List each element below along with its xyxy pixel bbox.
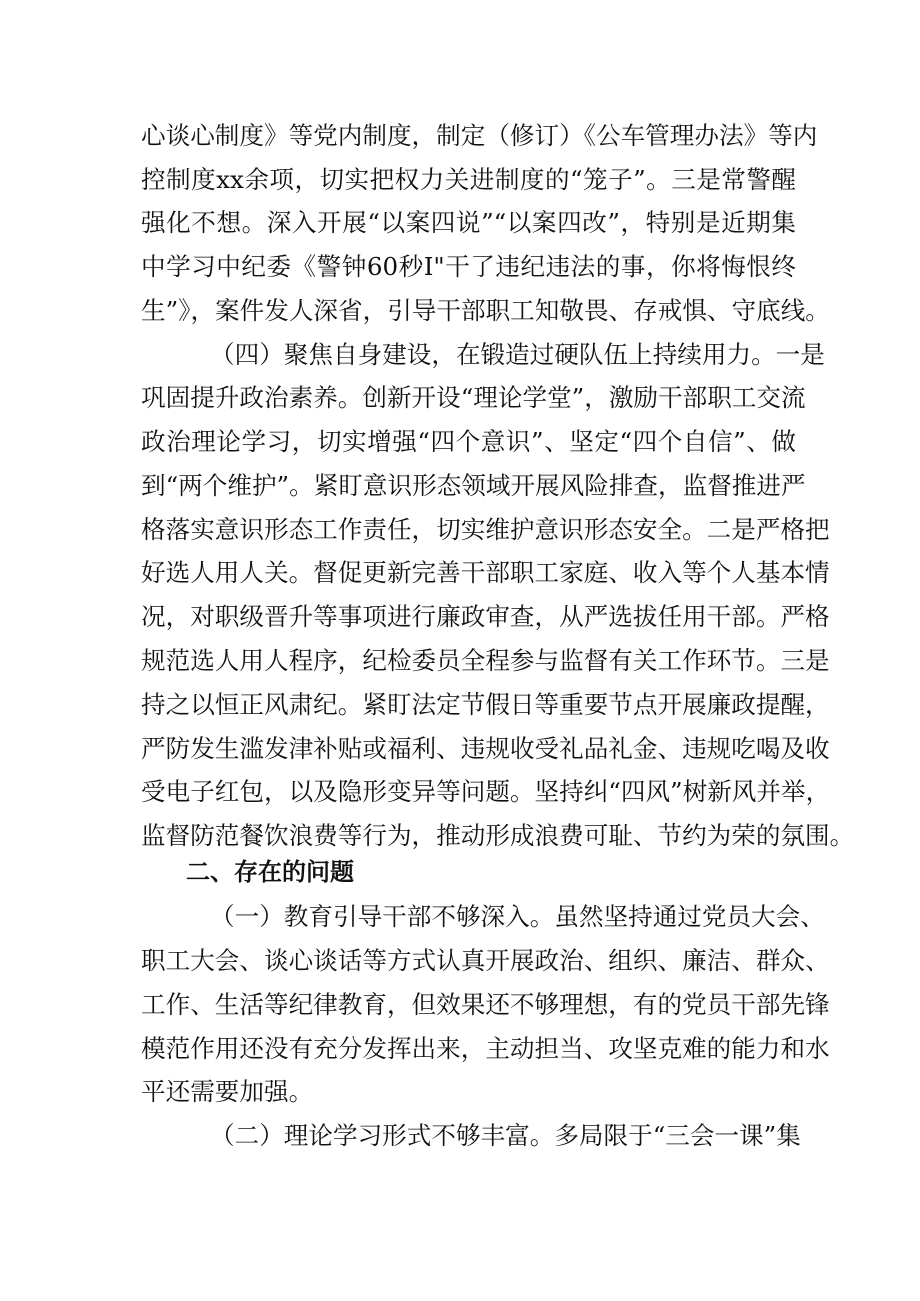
paragraph-line: 心谈心制度》等党内制度，制定（修订）《公车管理办法》等内 xyxy=(141,121,818,150)
paragraph-line: 政治理论学习，切实增强“四个意识”、坚定“四个自信”、做 xyxy=(141,427,796,456)
paragraph-line: 工作、生活等纪律教育，但效果还不够理想，有的党员干部先锋 xyxy=(141,990,830,1019)
paragraph-line: 受电子红包，以及隐形变异等问题。坚持纠“四风”树新风并举， xyxy=(141,777,831,806)
paragraph-line: 严防发生滥发津补贴或福利、违规收受礼品礼金、违规吃喝及收 xyxy=(141,734,830,763)
paragraph-first-line: （一）教育引导干部不够深入。虽然坚持通过党员大会、 xyxy=(210,902,825,931)
paragraph-line: 况，对职级晋升等事项进行廉政审查，从严选拔任用干部。严格 xyxy=(141,602,830,631)
paragraph-line: 巩固提升政治素养。创新开设“理论学堂”，激励干部职工交流 xyxy=(141,383,806,412)
paragraph-line: 中学习中纪委《警钟60秒I"干了违纪违法的事，你将悔恨终 xyxy=(141,252,796,281)
section-heading: 二、存在的问题 xyxy=(186,858,354,886)
paragraph-line: 模范作用还没有充分发挥出来，主动担当、攻坚克难的能力和水 xyxy=(141,1034,830,1063)
paragraph-line: 强化不想。深入开展“以案四说”“以案四改”，特别是近期集 xyxy=(141,208,796,237)
paragraph-line: 格落实意识形态工作责任，切实维护意识形态安全。二是严格把 xyxy=(141,515,830,544)
paragraph-line: 控制度xx余项，切实把权力关进制度的“笼子”。三是常警醒 xyxy=(141,165,796,194)
paragraph-line: 生”》，案件发人深省，引导干部职工知敬畏、存戒惧、守底线。 xyxy=(141,296,830,325)
paragraph-line: 好选人用人关。督促更新完善干部职工家庭、收入等个人基本情 xyxy=(141,558,830,587)
paragraph-line: 职工大会、谈心谈话等方式认真开展政治、组织、廉洁、群众、 xyxy=(141,946,830,975)
paragraph-line: 到“两个维护”。紧盯意识形态领域开展风险排查，监督推进严 xyxy=(141,471,806,500)
paragraph-line: 持之以恒正风肃纪。紧盯法定节假日等重要节点开展廉政提醒， xyxy=(141,690,830,719)
paragraph-line: 监督防范餐饮浪费等行为，推动形成浪费可耻、节约为荣的氛围。 xyxy=(141,821,855,850)
paragraph-first-line: （四）聚焦自身建设，在锻造过硬队伍上持续用力。一是 xyxy=(210,340,825,369)
paragraph-first-line: （二）理论学习形式不够丰富。多局限于“三会一课”集 xyxy=(210,1121,801,1150)
paragraph-line: 平还需要加强。 xyxy=(141,1077,314,1106)
paragraph-line: 规范选人用人程序，纪检委员全程参与监督有关工作环节。三是 xyxy=(141,646,830,675)
